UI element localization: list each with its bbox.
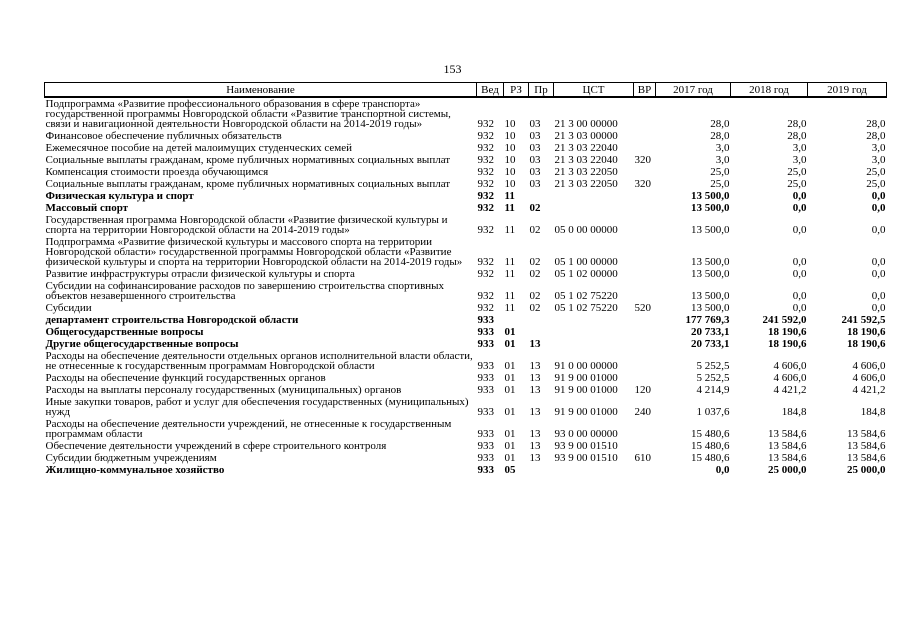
header-cst: ЦСТ bbox=[554, 83, 634, 98]
row-2017: 13 500,0 bbox=[691, 224, 730, 236]
row-ved: 933 bbox=[477, 360, 494, 372]
row-2018: 0,0 bbox=[792, 190, 807, 202]
header-2017: 2017 год bbox=[656, 83, 731, 98]
row-ved: 933 bbox=[477, 338, 494, 350]
row-vr bbox=[634, 202, 656, 214]
row-2019: 4 606,0 bbox=[852, 360, 886, 372]
row-ved: 933 bbox=[477, 464, 494, 476]
row-cst bbox=[554, 326, 634, 338]
table-row bbox=[45, 338, 887, 350]
row-ved: 932 bbox=[477, 302, 494, 314]
table-row bbox=[45, 142, 887, 154]
row-vr: 320 bbox=[634, 178, 651, 190]
row-vr bbox=[634, 372, 656, 384]
row-2017: 177 769,3 bbox=[685, 314, 730, 326]
row-rz: 11 bbox=[504, 268, 516, 280]
row-2019: 184,8 bbox=[860, 406, 886, 418]
row-2019: 3,0 bbox=[871, 154, 886, 166]
row-2018: 3,0 bbox=[792, 142, 807, 154]
header-pr: Пр bbox=[529, 83, 554, 98]
row-vr bbox=[634, 418, 656, 440]
row-rz: 11 bbox=[504, 224, 516, 236]
table-row bbox=[45, 396, 887, 418]
row-2019: 0,0 bbox=[871, 268, 886, 280]
row-vr bbox=[634, 350, 656, 372]
row-cst: 21 3 03 22050 bbox=[554, 178, 618, 190]
row-name: Социальные выплаты гражданам, кроме публичных нормативных социальных выплат bbox=[45, 154, 451, 166]
row-cst: 21 3 03 22040 bbox=[554, 142, 618, 154]
row-2019: 13 584,6 bbox=[847, 428, 886, 440]
row-pr bbox=[529, 190, 554, 202]
row-ved: 932 bbox=[477, 202, 494, 214]
row-vr bbox=[634, 130, 656, 142]
row-ved: 933 bbox=[477, 326, 494, 338]
row-name: Другие общегосударственные вопросы bbox=[45, 338, 239, 350]
row-cst: 21 3 03 00000 bbox=[554, 130, 618, 142]
row-ved: 932 bbox=[477, 118, 494, 130]
header-2019: 2019 год bbox=[808, 83, 887, 98]
header-name: Наименование bbox=[45, 83, 477, 98]
table-row bbox=[45, 130, 887, 142]
row-vr bbox=[634, 314, 656, 326]
row-2019: 4 421,2 bbox=[852, 384, 886, 396]
table-row bbox=[45, 154, 887, 166]
table-row bbox=[45, 268, 887, 280]
row-2017: 28,0 bbox=[710, 130, 730, 142]
row-2017: 25,0 bbox=[710, 166, 730, 178]
table-body bbox=[45, 97, 887, 476]
row-pr: 03 bbox=[529, 154, 541, 166]
row-name: Расходы на выплаты персоналу государственных (муниципальных) органов bbox=[45, 384, 402, 396]
row-2019: 18 190,6 bbox=[847, 326, 886, 338]
table-row bbox=[45, 464, 887, 476]
row-rz: 11 bbox=[504, 190, 515, 202]
row-ved: 933 bbox=[477, 440, 494, 452]
row-pr: 02 bbox=[529, 268, 541, 280]
row-2018: 28,0 bbox=[787, 118, 807, 130]
row-ved: 932 bbox=[477, 190, 494, 202]
table-row bbox=[45, 97, 887, 130]
row-ved: 932 bbox=[477, 178, 494, 190]
row-rz: 01 bbox=[504, 326, 516, 338]
row-2018: 18 190,6 bbox=[768, 338, 807, 350]
row-vr bbox=[634, 338, 656, 350]
row-ved: 932 bbox=[477, 290, 494, 302]
row-name: Социальные выплаты гражданам, кроме публичных нормативных социальных выплат bbox=[45, 178, 451, 190]
row-2017: 15 480,6 bbox=[691, 440, 730, 452]
row-2018: 4 421,2 bbox=[773, 384, 807, 396]
row-pr: 02 bbox=[529, 202, 541, 214]
row-name: Подпрограмма «Развитие профессионального образования в сфере транспорта» государственной программы Новгородской области «Развитие транспортной системы, связи и навигационной деятельности Новгородской области на 2014-2019 годы» bbox=[45, 98, 451, 130]
row-2017: 20 733,1 bbox=[691, 326, 730, 338]
row-ved: 933 bbox=[477, 452, 494, 464]
row-rz: 10 bbox=[504, 166, 516, 178]
row-name: Физическая культура и спорт bbox=[45, 190, 194, 202]
table-row bbox=[45, 178, 887, 190]
row-pr bbox=[529, 326, 554, 338]
row-2017: 25,0 bbox=[710, 178, 730, 190]
row-pr: 03 bbox=[529, 118, 541, 130]
row-cst bbox=[554, 190, 634, 202]
row-2018: 13 584,6 bbox=[768, 428, 807, 440]
row-cst: 93 9 00 01510 bbox=[554, 440, 618, 452]
row-2017: 20 733,1 bbox=[691, 338, 730, 350]
row-pr: 03 bbox=[529, 166, 541, 178]
row-pr: 13 bbox=[529, 372, 541, 384]
row-ved: 932 bbox=[477, 166, 494, 178]
header-rz: РЗ bbox=[504, 83, 529, 98]
row-rz: 01 bbox=[504, 360, 516, 372]
row-name: департамент строительства Новгородской области bbox=[45, 314, 299, 326]
row-2018: 0,0 bbox=[792, 268, 807, 280]
row-name: Финансовое обеспечение публичных обязательств bbox=[45, 130, 282, 142]
row-2019: 0,0 bbox=[871, 302, 886, 314]
row-rz: 01 bbox=[504, 372, 516, 384]
row-rz: 01 bbox=[504, 452, 516, 464]
table-row bbox=[45, 166, 887, 178]
row-2017: 5 252,5 bbox=[696, 372, 730, 384]
row-cst: 91 9 00 01000 bbox=[554, 372, 618, 384]
row-cst: 21 3 03 22050 bbox=[554, 166, 618, 178]
row-2019: 0,0 bbox=[871, 256, 886, 268]
row-2018: 4 606,0 bbox=[773, 372, 807, 384]
row-2017: 13 500,0 bbox=[691, 202, 730, 214]
row-2019: 4 606,0 bbox=[852, 372, 886, 384]
table-row bbox=[45, 418, 887, 440]
row-2019: 13 584,6 bbox=[847, 452, 886, 464]
row-name: Ежемесячное пособие на детей малоимущих студенческих семей bbox=[45, 142, 352, 154]
table-row bbox=[45, 280, 887, 302]
row-2017: 3,0 bbox=[715, 142, 730, 154]
row-ved: 933 bbox=[477, 372, 494, 384]
row-2017: 3,0 bbox=[715, 154, 730, 166]
row-pr: 13 bbox=[529, 384, 541, 396]
row-name: Расходы на обеспечение деятельности учреждений, не отнесенные к государственным программам области bbox=[45, 418, 452, 440]
row-2017: 5 252,5 bbox=[696, 360, 730, 372]
row-name: Компенсация стоимости проезда обучающимся bbox=[45, 166, 269, 178]
table-header-row bbox=[45, 83, 887, 98]
row-pr: 03 bbox=[529, 130, 541, 142]
row-ved: 932 bbox=[477, 224, 494, 236]
row-2018: 0,0 bbox=[792, 256, 807, 268]
row-rz: 11 bbox=[504, 302, 516, 314]
row-name: Подпрограмма «Развитие физической культуры и массового спорта на территории Новгородской области» государственной программы Новгородской области «Развитие физической культуры и спорта на территории Новгородской области на 2014-2019 годы» bbox=[45, 236, 463, 268]
row-pr: 13 bbox=[529, 452, 541, 464]
row-pr: 03 bbox=[529, 178, 541, 190]
row-2019: 28,0 bbox=[866, 118, 886, 130]
row-2017: 0,0 bbox=[715, 464, 730, 476]
row-2017: 28,0 bbox=[710, 118, 730, 130]
row-2019: 0,0 bbox=[871, 202, 886, 214]
row-rz: 01 bbox=[504, 338, 516, 350]
header-ved: Вед bbox=[477, 83, 504, 98]
table-row bbox=[45, 326, 887, 338]
row-rz: 10 bbox=[504, 130, 516, 142]
row-vr bbox=[634, 97, 656, 130]
row-cst: 05 1 00 00000 bbox=[554, 256, 618, 268]
row-2018: 4 606,0 bbox=[773, 360, 807, 372]
row-pr bbox=[529, 314, 554, 326]
row-pr: 13 bbox=[529, 428, 541, 440]
table-row bbox=[45, 202, 887, 214]
row-name: Общегосударственные вопросы bbox=[45, 326, 204, 338]
row-name: Субсидии bbox=[45, 302, 92, 314]
row-pr: 02 bbox=[529, 256, 541, 268]
row-pr bbox=[529, 464, 554, 476]
row-2017: 4 214,9 bbox=[696, 384, 730, 396]
row-pr: 02 bbox=[529, 224, 541, 236]
row-vr: 520 bbox=[634, 302, 651, 314]
row-vr bbox=[634, 214, 656, 236]
row-name: Обеспечение деятельности учреждений в сфере строительного контроля bbox=[45, 440, 387, 452]
row-name: Расходы на обеспечение деятельности отдельных органов исполнительной власти области, не отнесенные к государственным программам Новгородской области bbox=[45, 350, 473, 372]
row-vr: 240 bbox=[634, 406, 651, 418]
row-cst: 21 3 03 22040 bbox=[554, 154, 618, 166]
row-name: Субсидии на софинансирование расходов по завершению строительства спортивных объектов незавершенного строительства bbox=[45, 280, 445, 302]
row-name: Массовый спорт bbox=[45, 202, 129, 214]
row-rz: 11 bbox=[504, 202, 515, 214]
table-row bbox=[45, 452, 887, 464]
row-rz: 11 bbox=[504, 256, 516, 268]
row-2019: 0,0 bbox=[871, 224, 886, 236]
row-2019: 28,0 bbox=[866, 130, 886, 142]
row-cst: 05 1 02 75220 bbox=[554, 290, 618, 302]
row-ved: 932 bbox=[477, 154, 494, 166]
table-row bbox=[45, 372, 887, 384]
row-rz bbox=[504, 314, 529, 326]
row-vr: 610 bbox=[634, 452, 651, 464]
row-name: Расходы на обеспечение функций государственных органов bbox=[45, 372, 326, 384]
row-rz: 11 bbox=[504, 290, 516, 302]
row-name: Жилищно-коммунальное хозяйство bbox=[45, 464, 225, 476]
row-cst bbox=[554, 338, 634, 350]
row-cst: 93 9 00 01510 bbox=[554, 452, 618, 464]
row-2017: 13 500,0 bbox=[691, 268, 730, 280]
table-row bbox=[45, 236, 887, 268]
row-2017: 13 500,0 bbox=[691, 256, 730, 268]
row-rz: 01 bbox=[504, 440, 516, 452]
table-row bbox=[45, 350, 887, 372]
table-row bbox=[45, 190, 887, 202]
row-2018: 13 584,6 bbox=[768, 452, 807, 464]
row-2018: 0,0 bbox=[792, 302, 807, 314]
row-2018: 18 190,6 bbox=[768, 326, 807, 338]
row-name: Государственная программа Новгородской области «Развитие физической культуры и спорта на территории Новгородской области на 2014-2019 годы» bbox=[45, 214, 448, 236]
row-pr: 02 bbox=[529, 290, 541, 302]
table-row bbox=[45, 440, 887, 452]
row-2019: 25 000,0 bbox=[847, 464, 886, 476]
row-2017: 13 500,0 bbox=[691, 190, 730, 202]
row-name: Субсидии бюджетным учреждениям bbox=[45, 452, 217, 464]
row-rz: 01 bbox=[504, 428, 516, 440]
row-ved: 933 bbox=[477, 384, 494, 396]
row-2018: 0,0 bbox=[792, 290, 807, 302]
row-ved: 932 bbox=[477, 142, 494, 154]
row-cst: 91 0 00 00000 bbox=[554, 360, 618, 372]
row-cst bbox=[554, 202, 634, 214]
page-number: 153 bbox=[443, 62, 462, 76]
row-2019: 0,0 bbox=[871, 290, 886, 302]
row-vr: 120 bbox=[634, 384, 651, 396]
row-cst bbox=[554, 464, 634, 476]
row-vr bbox=[634, 464, 656, 476]
row-2017: 1 037,6 bbox=[696, 406, 730, 418]
row-cst: 21 3 00 00000 bbox=[554, 118, 618, 130]
row-pr: 13 bbox=[529, 360, 541, 372]
row-2019: 25,0 bbox=[866, 178, 886, 190]
row-ved: 933 bbox=[477, 314, 494, 326]
row-2019: 0,0 bbox=[871, 190, 886, 202]
row-cst: 05 0 00 00000 bbox=[554, 224, 618, 236]
row-2018: 25 000,0 bbox=[768, 464, 807, 476]
row-pr: 13 bbox=[529, 338, 541, 350]
row-2017: 13 500,0 bbox=[691, 290, 730, 302]
row-vr bbox=[634, 268, 656, 280]
row-vr bbox=[634, 166, 656, 178]
row-pr: 13 bbox=[529, 406, 541, 418]
row-vr bbox=[634, 142, 656, 154]
row-2018: 0,0 bbox=[792, 224, 807, 236]
table-row bbox=[45, 302, 887, 314]
row-ved: 932 bbox=[477, 256, 494, 268]
row-name: Развитие инфраструктуры отрасли физической культуры и спорта bbox=[45, 268, 355, 280]
row-rz: 10 bbox=[504, 118, 516, 130]
row-rz: 10 bbox=[504, 178, 516, 190]
row-cst: 93 0 00 00000 bbox=[554, 428, 618, 440]
table-row bbox=[45, 214, 887, 236]
row-2018: 25,0 bbox=[787, 166, 807, 178]
row-ved: 932 bbox=[477, 130, 494, 142]
table-row bbox=[45, 314, 887, 326]
table-row bbox=[45, 384, 887, 396]
row-cst: 05 1 02 00000 bbox=[554, 268, 618, 280]
header-vr: ВР bbox=[634, 83, 656, 98]
row-ved: 932 bbox=[477, 268, 494, 280]
row-rz: 10 bbox=[504, 142, 516, 154]
row-cst: 91 9 00 01000 bbox=[554, 384, 618, 396]
row-2019: 13 584,6 bbox=[847, 440, 886, 452]
row-cst: 91 9 00 01000 bbox=[554, 406, 618, 418]
row-2018: 184,8 bbox=[781, 406, 807, 418]
row-2017: 15 480,6 bbox=[691, 428, 730, 440]
row-vr: 320 bbox=[634, 154, 651, 166]
row-2017: 15 480,6 bbox=[691, 452, 730, 464]
row-vr bbox=[634, 190, 656, 202]
row-name: Иные закупки товаров, работ и услуг для обеспечения государственных (муниципальных) нужд bbox=[45, 396, 469, 418]
row-rz: 05 bbox=[504, 464, 516, 476]
row-rz: 01 bbox=[504, 384, 516, 396]
row-2018: 25,0 bbox=[787, 178, 807, 190]
row-cst bbox=[554, 314, 634, 326]
row-2018: 241 592,0 bbox=[762, 314, 807, 326]
row-rz: 10 bbox=[504, 154, 516, 166]
row-cst: 05 1 02 75220 bbox=[554, 302, 618, 314]
header-2018: 2018 год bbox=[731, 83, 808, 98]
row-rz: 01 bbox=[504, 406, 516, 418]
row-2019: 18 190,6 bbox=[847, 338, 886, 350]
row-2019: 3,0 bbox=[871, 142, 886, 154]
row-2017: 13 500,0 bbox=[691, 302, 730, 314]
row-vr bbox=[634, 440, 656, 452]
row-ved: 933 bbox=[477, 406, 494, 418]
row-vr bbox=[634, 326, 656, 338]
row-pr: 03 bbox=[529, 142, 541, 154]
row-2019: 25,0 bbox=[866, 166, 886, 178]
row-ved: 933 bbox=[477, 428, 494, 440]
row-2018: 0,0 bbox=[792, 202, 807, 214]
row-pr: 13 bbox=[529, 440, 541, 452]
row-vr bbox=[634, 280, 656, 302]
row-2018: 28,0 bbox=[787, 130, 807, 142]
row-2019: 241 592,5 bbox=[841, 314, 886, 326]
row-2018: 13 584,6 bbox=[768, 440, 807, 452]
budget-table bbox=[44, 82, 887, 476]
row-vr bbox=[634, 236, 656, 268]
row-pr: 02 bbox=[529, 302, 541, 314]
row-2018: 3,0 bbox=[792, 154, 807, 166]
